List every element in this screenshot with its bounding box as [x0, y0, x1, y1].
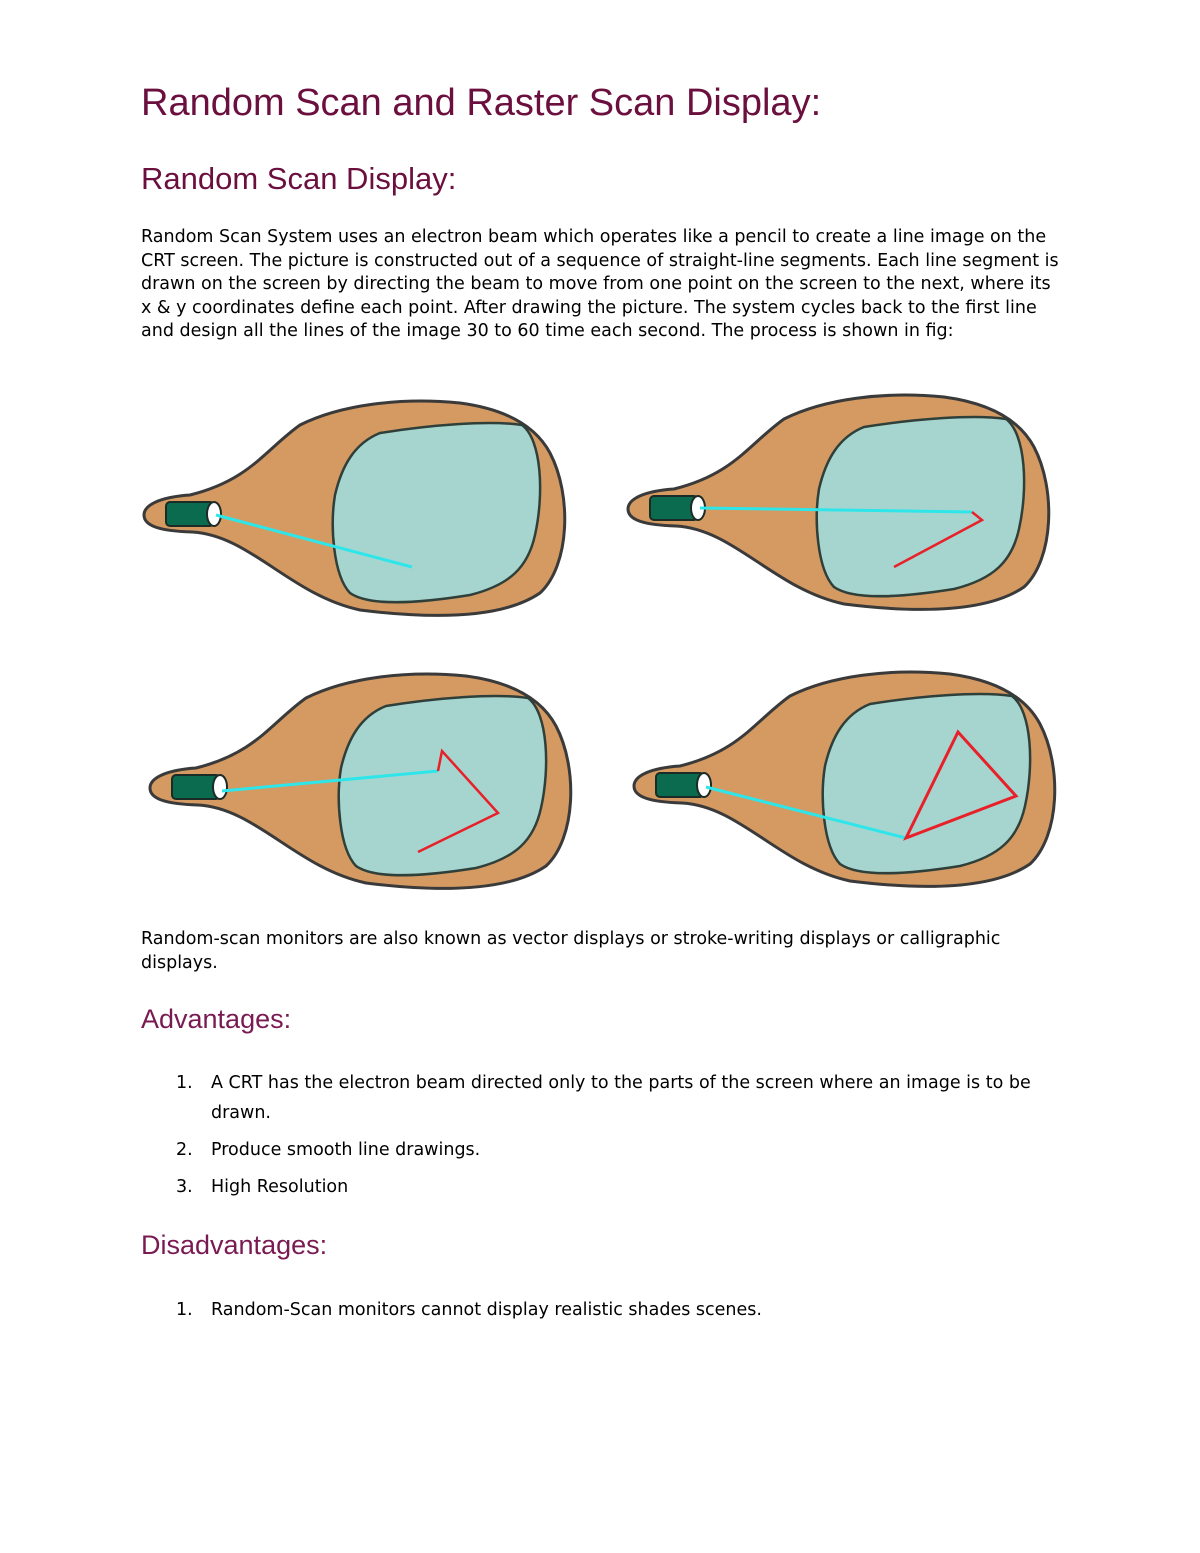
section-heading: Random Scan Display: [141, 161, 457, 196]
advantages-list [141, 1068, 1071, 1209]
list-item: 3. High Resolution [176, 1177, 349, 1197]
crt-panel-3 [150, 674, 571, 888]
intro-paragraph: Random Scan System uses an electron beam which operates like a pencil to create a line image on the CRT screen. The picture is constructed out of a sequence of straight-line segments. Each line segment is drawn on the screen by directing the beam to move from one point on the screen to the next, where its x & y coordinates define each point. After drawing the picture. The system cycles back to the first line and design all the lines of the image 30 to 60 time each second. The process is shown in fig: [141, 227, 1059, 341]
list-item: 2. Produce smooth line drawings. [176, 1140, 481, 1160]
list-item: 1. Random-Scan monitors cannot display realistic shades scenes. [176, 1300, 762, 1320]
crt-panel-4 [634, 672, 1055, 886]
crt-panel-1 [144, 401, 565, 615]
disadvantages-list [141, 1295, 1071, 1332]
disadvantages-heading: Disadvantages: [141, 1230, 328, 1260]
advantages-heading: Advantages: [141, 1004, 292, 1034]
random-scan-figure [130, 385, 1070, 910]
vector-display-paragraph: Random-scan monitors are also known as vector displays or stroke-writing displays or calligraphic displays. [141, 929, 1001, 973]
crt-panel-2 [628, 395, 1049, 609]
page-title: Random Scan and Raster Scan Display: [141, 82, 822, 124]
list-item: 1. A CRT has the electron beam directed only to the parts of the screen where an image is to be drawn. [176, 1073, 1031, 1123]
